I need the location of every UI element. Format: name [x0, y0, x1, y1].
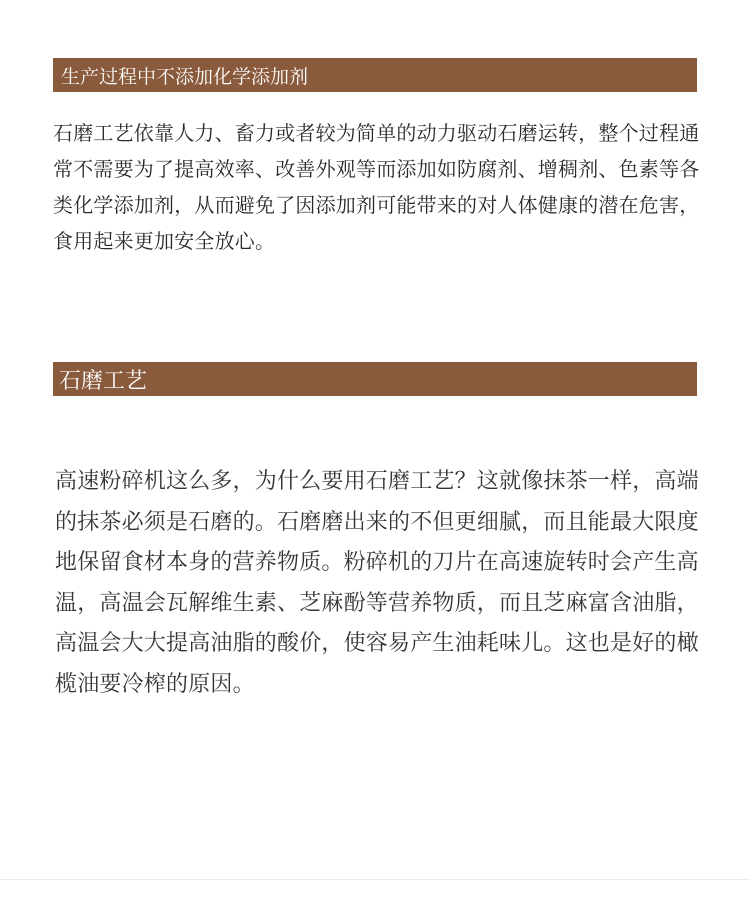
bottom-divider	[0, 879, 750, 880]
section-heading-additives	[53, 58, 697, 92]
section-heading-stone-mill	[53, 362, 697, 396]
section-body-stone-mill: 高速粉碎机这么多，为什么要用石磨工艺？这就像抹茶一样，高端的抹茶必须是石磨的。石磨磨出来的不但更细腻，而且能最大限度地保留食材本身的营养物质。粉碎机的刀片在高速旋转时会产生高温，高温会瓦解维生素、芝麻酚等营养物质，而且芝麻富含油脂，高温会大大提高油脂的酸价，使容易产生油耗味儿。这也是好的橄榄油要冷榨的原因。	[55, 469, 699, 697]
section-heading-text: 生产过程中不添加化学添加剂	[61, 65, 309, 88]
section-heading-text: 石磨工艺	[59, 368, 148, 394]
section-body-additives: 石磨工艺依靠人力、畜力或者较为简单的动力驱动石磨运转，整个过程通常不需要为了提高效率、改善外观等而添加如防腐剂、增稠剂、色素等各类化学添加剂，从而避免了因添加剂可能带来的对人体健康的潜在危害，食用起来更加安全放心。	[53, 121, 700, 253]
